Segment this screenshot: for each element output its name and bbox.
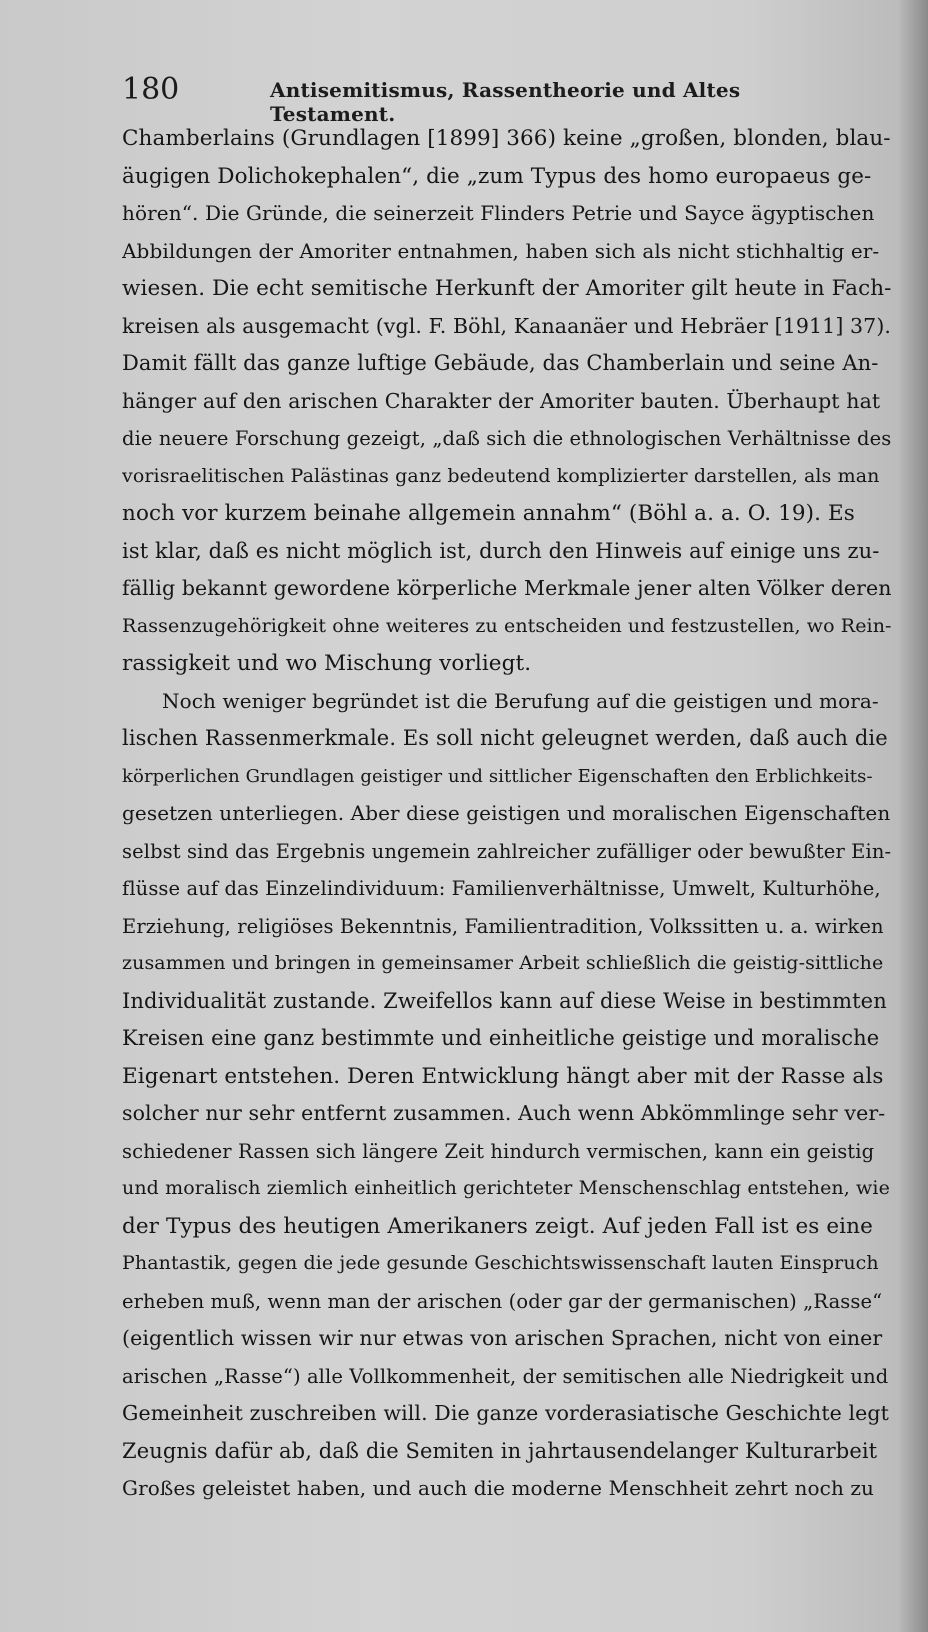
text-line: hänger auf den arischen Charakter der Amoriter bauten. Überhaupt hat [122, 388, 881, 413]
page-edge-shadow [898, 0, 928, 1632]
text-line: rassigkeit und wo Mischung vorliegt. [122, 651, 532, 676]
text-line: Erziehung, religiöses Bekenntnis, Familientradition, Volkssitten u. a. wirken [122, 914, 884, 938]
text-line: arischen „Rasse“) alle Vollkommenheit, der semitischen alle Niedrigkeit und [122, 1364, 889, 1388]
text-line: Gemeinheit zuschreiben will. Die ganze vorderasiatische Geschichte legt [122, 1401, 889, 1425]
text-line: (eigentlich wissen wir nur etwas von arischen Sprachen, nicht von einer [122, 1326, 883, 1350]
text-line: Abbildungen der Amoriter entnahmen, haben sich als nicht stichhaltig er- [122, 238, 880, 263]
text-line: Damit fällt das ganze luftige Gebäude, das Chamberlain und seine An- [122, 351, 879, 375]
page-header [122, 66, 802, 126]
body-text [122, 120, 892, 1508]
text-line: Phantastik, gegen die jede gesunde Geschichtswissenschaft lauten Einspruch [122, 1252, 879, 1274]
text-line: noch vor kurzem beinahe allgemein annahm“ (Böhl a. a. O. 19). Es [122, 501, 855, 526]
text-line: Zeugnis dafür ab, daß die Semiten in jahrtausendelanger Kulturarbeit [122, 1438, 878, 1463]
text-line: ist klar, daß es nicht möglich ist, durch den Hinweis auf einige uns zu- [122, 538, 880, 563]
text-line: die neuere Forschung gezeigt, „daß sich die ethnologischen Verhältnisse des [122, 427, 892, 450]
text-line: vorisraelitischen Palästinas ganz bedeutend komplizierter darstellen, als man [122, 464, 880, 487]
text-line: flüsse auf das Einzelindividuum: Familienverhältnisse, Umwelt, Kulturhöhe, [122, 877, 881, 900]
text-line: körperlichen Grundlagen geistiger und sittlicher Eigenschaften den Erblichkeits- [122, 765, 873, 787]
text-line: Großes geleistet haben, und auch die moderne Menschheit zehrt noch zu [122, 1476, 875, 1500]
text-line: Eigenart entstehen. Deren Entwicklung hängt aber mit der Rasse als [122, 1063, 884, 1089]
text-line: Chamberlains (Grundlagen [1899] 366) keine „großen, blonden, blau- [122, 126, 891, 151]
text-line: lischen Rassenmerkmale. Es soll nicht geleugnet werden, daß auch die [122, 726, 888, 750]
text-line: zusammen und bringen in gemeinsamer Arbeit schließlich die geistig-sittliche [122, 952, 884, 974]
text-line: wiesen. Die echt semitische Herkunft der Amoriter gilt heute in Fach- [122, 276, 892, 301]
text-line: Individualität zustande. Zweifellos kann auf diese Weise in bestimmten [122, 988, 887, 1013]
text-line: solcher nur sehr entfernt zusammen. Auch wenn Abkömmlinge sehr ver- [122, 1101, 886, 1125]
text-line: hören“. Die Gründe, die seinerzeit Flinders Petrie und Sayce ägyptischen [122, 201, 875, 225]
text-line: selbst sind das Ergebnis ungemein zahlreicher zufälliger oder bewußter Ein- [122, 839, 892, 863]
text-line: kreisen als ausgemacht (vgl. F. Böhl, Kanaanäer und Hebräer [1911] 37). [122, 313, 892, 338]
text-line: Rassenzugehörigkeit ohne weiteres zu entscheiden und festzustellen, wo Rein- [122, 614, 892, 637]
text-line: gesetzen unterliegen. Aber diese geistigen und moralischen Eigenschaften [122, 801, 891, 825]
text-line: schiedener Rassen sich längere Zeit hindurch vermischen, kann ein geistig [122, 1139, 875, 1163]
running-head: Antisemitismus, Rassentheorie und Altes Testament. [270, 78, 741, 126]
text-line: Kreisen eine ganz bestimmte und einheitliche geistige und moralische [122, 1026, 880, 1050]
text-line: der Typus des heutigen Amerikaners zeigt. Auf jeden Fall ist es eine [122, 1213, 873, 1239]
page-number: 180 [122, 72, 180, 107]
text-line: erheben muß, wenn man der arischen (oder gar der germanischen) „Rasse“ [122, 1289, 883, 1313]
paragraph-start-line: Noch weniger begründet ist die Berufung auf die geistigen und mora- [162, 688, 879, 713]
text-line: äugigen Dolichokephalen“, die „zum Typus des homo europaeus ge- [122, 163, 872, 189]
text-line: fällig bekannt gewordene körperliche Merkmale jener alten Völker deren [122, 576, 892, 600]
text-line: und moralisch ziemlich einheitlich gerichteter Menschenschlag entstehen, wie [122, 1177, 890, 1199]
